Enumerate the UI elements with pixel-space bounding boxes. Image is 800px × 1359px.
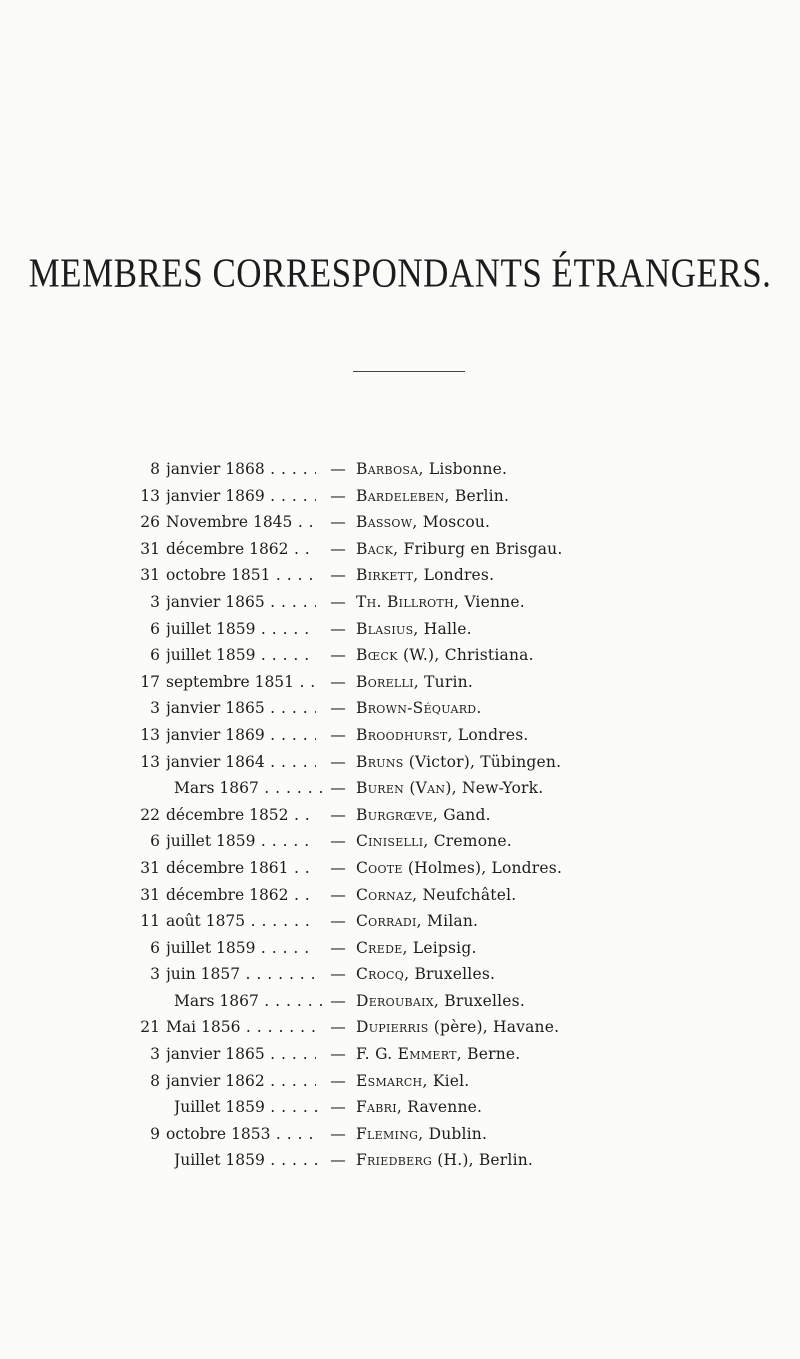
- member-surname: Buren (Van),: [356, 779, 457, 798]
- member-place: Berne.: [462, 1045, 521, 1064]
- entry-dash: —: [330, 1018, 346, 1037]
- entry-name: [356, 775, 543, 802]
- entry-dash: —: [330, 912, 346, 931]
- member-place: New-York.: [456, 779, 544, 798]
- list-item: [0, 1121, 800, 1148]
- list-item: [0, 908, 800, 935]
- entry-name: [356, 1147, 533, 1174]
- entry-name: [356, 483, 509, 510]
- entry-name: [356, 669, 473, 696]
- entry-dash: —: [330, 566, 346, 585]
- member-place: Leipsig.: [407, 938, 477, 957]
- entry-name: [356, 722, 529, 749]
- entry-date: décembre 1861 . . .: [166, 855, 316, 882]
- entry-name: [356, 988, 525, 1015]
- list-item: [0, 669, 800, 696]
- entry-date: octobre 1853 . . .: [166, 1121, 316, 1148]
- entry-date: janvier 1869 . . .: [166, 483, 316, 510]
- entry-date: juillet 1859 . . .: [166, 616, 316, 643]
- list-item: [0, 1014, 800, 1041]
- member-place: Londres.: [418, 566, 495, 585]
- entry-day: 26: [140, 513, 160, 532]
- entry-day: 6: [150, 646, 160, 665]
- entry-dash: —: [330, 699, 346, 718]
- member-place: (Victor), Tübingen.: [403, 752, 562, 771]
- list-item: [0, 589, 800, 616]
- list-item: [0, 616, 800, 643]
- member-surname: Cornaz,: [356, 885, 418, 904]
- entry-day: 8: [150, 1071, 160, 1090]
- entry-dash: —: [330, 1045, 346, 1064]
- entry-dash: —: [330, 1124, 346, 1143]
- entry-date: janvier 1862 . . .: [166, 1068, 316, 1095]
- entry-date: Juillet 1859 . . .: [174, 1094, 324, 1121]
- member-place: Kiel.: [427, 1071, 470, 1090]
- entry-dash: —: [330, 1071, 346, 1090]
- entry-dash: —: [330, 991, 346, 1010]
- member-place: Dublin.: [423, 1124, 488, 1143]
- member-place: Cremone.: [428, 832, 512, 851]
- member-place: Neufchâtel.: [417, 885, 517, 904]
- member-surname: Crocq,: [356, 965, 410, 984]
- list-item: [0, 642, 800, 669]
- entry-name: [356, 1068, 469, 1095]
- entry-dash: —: [330, 725, 346, 744]
- list-item: [0, 562, 800, 589]
- entry-date: octobre 1851 . . .: [166, 562, 316, 589]
- entry-dash: —: [330, 646, 346, 665]
- member-place: Turin.: [419, 672, 473, 691]
- entry-day: 6: [150, 619, 160, 638]
- entry-day: 13: [140, 486, 160, 505]
- entry-name: [356, 695, 482, 722]
- members-list: [0, 456, 800, 1174]
- entry-day: 13: [140, 725, 160, 744]
- member-place: Halle.: [418, 619, 472, 638]
- list-item: [0, 802, 800, 829]
- entry-dash: —: [330, 486, 346, 505]
- member-place: (Holmes), Londres.: [402, 858, 563, 877]
- entry-dash: —: [330, 619, 346, 638]
- member-place: Ravenne.: [402, 1098, 483, 1117]
- entry-name: [356, 589, 525, 616]
- member-surname: Birkett,: [356, 566, 419, 585]
- member-place: Friburg en Brisgau.: [398, 539, 563, 558]
- member-surname: Barbosa,: [356, 460, 424, 478]
- member-surname: Blasius,: [356, 619, 419, 638]
- entry-date: décembre 1862 . . .: [166, 882, 316, 909]
- member-place: (père), Havane.: [428, 1018, 560, 1037]
- entry-date: janvier 1865 . . .: [166, 695, 316, 722]
- entry-date: Mai 1856 . . .: [166, 1014, 316, 1041]
- entry-dash: —: [330, 1098, 346, 1117]
- entry-day: 17: [140, 672, 160, 691]
- entry-date: juillet 1859 . . .: [166, 935, 316, 962]
- member-place: Berlin.: [449, 486, 510, 505]
- member-surname: Borelli,: [356, 672, 420, 691]
- entry-name: [356, 802, 491, 829]
- member-surname: Coote: [356, 858, 403, 877]
- list-item: [0, 695, 800, 722]
- entry-dash: —: [330, 885, 346, 904]
- member-surname: Bardeleben,: [356, 486, 450, 505]
- entry-date: juillet 1859 . . .: [166, 828, 316, 855]
- member-surname: Dupierris: [356, 1018, 429, 1037]
- entry-name: [356, 1041, 520, 1068]
- page-title: MEMBRES CORRESPONDANTS ÉTRANGERS.: [28, 250, 772, 297]
- entry-name: [356, 855, 562, 882]
- entry-name: [356, 642, 534, 669]
- entry-dash: —: [330, 832, 346, 851]
- entry-date: janvier 1865 . . .: [166, 1041, 316, 1068]
- entry-name: [356, 1121, 487, 1148]
- entry-date: Juillet 1859 . . .: [174, 1147, 324, 1174]
- entry-name: [356, 1014, 559, 1041]
- member-surname: Corradi,: [356, 912, 422, 931]
- entry-date: décembre 1852 . . .: [166, 802, 316, 829]
- entry-name: [356, 509, 490, 536]
- entry-date: juin 1857 . . .: [166, 961, 316, 988]
- list-item: [0, 456, 800, 483]
- member-surname: Bassow,: [356, 513, 418, 532]
- member-place: Moscou.: [417, 513, 491, 532]
- entry-date: septembre 1851 . . .: [166, 669, 316, 696]
- entry-day: 31: [140, 885, 160, 904]
- entry-date: juillet 1859 . . .: [166, 642, 316, 669]
- entry-name: [356, 828, 512, 855]
- list-item: [0, 882, 800, 909]
- entry-day: 6: [150, 938, 160, 957]
- entry-dash: —: [330, 513, 346, 532]
- member-place: Milan.: [421, 912, 479, 931]
- list-item: [0, 1041, 800, 1068]
- entry-name: [356, 749, 561, 776]
- list-item: [0, 828, 800, 855]
- member-surname: F. G. Emmert,: [356, 1045, 463, 1064]
- list-item: [0, 1068, 800, 1095]
- entry-date: Mars 1867 . . .: [174, 775, 324, 802]
- member-place: Bruxelles.: [409, 965, 496, 984]
- entry-day: 21: [140, 1018, 160, 1037]
- entry-name: [356, 562, 494, 589]
- entry-day: 3: [150, 592, 160, 611]
- entry-dash: —: [330, 779, 346, 798]
- entry-date: Novembre 1845 . . .: [166, 509, 316, 536]
- entry-dash: —: [330, 1151, 346, 1170]
- entry-day: 6: [150, 832, 160, 851]
- title-divider: [353, 371, 465, 372]
- member-surname: Ciniselli,: [356, 832, 429, 851]
- member-place: Londres.: [452, 725, 529, 744]
- entry-day: 3: [150, 965, 160, 984]
- member-surname: Deroubaix,: [356, 991, 440, 1010]
- list-item: [0, 775, 800, 802]
- entry-dash: —: [330, 805, 346, 824]
- entry-name: [356, 536, 563, 563]
- entry-name: [356, 908, 478, 935]
- member-surname: Brown-Séquard.: [356, 699, 482, 718]
- list-item: [0, 509, 800, 536]
- list-item: [0, 988, 800, 1015]
- list-item: [0, 855, 800, 882]
- entry-date: Mars 1867 . . .: [174, 988, 324, 1015]
- member-surname: Fabri,: [356, 1098, 403, 1117]
- entry-day: 31: [140, 539, 160, 558]
- member-place: Christiana.: [439, 646, 534, 665]
- list-item: [0, 722, 800, 749]
- list-item: [0, 1094, 800, 1121]
- member-place: (H.), Berlin.: [432, 1151, 534, 1170]
- member-surname: Burgrœve,: [356, 805, 439, 824]
- entry-date: janvier 1865 . . .: [166, 589, 316, 616]
- entry-date: janvier 1868 . . .: [166, 456, 316, 483]
- entry-dash: —: [330, 858, 346, 877]
- list-item: [0, 961, 800, 988]
- member-surname: Bruns: [356, 752, 404, 771]
- member-place: Bruxelles.: [439, 991, 525, 1010]
- member-surname: Crede,: [356, 938, 408, 957]
- entry-day: 11: [140, 912, 160, 931]
- entry-dash: —: [330, 592, 346, 611]
- member-surname: Fleming,: [356, 1124, 424, 1143]
- list-item: [0, 749, 800, 776]
- entry-dash: —: [330, 672, 346, 691]
- entry-name: [356, 1094, 482, 1121]
- entry-dash: —: [330, 752, 346, 771]
- entry-day: 31: [140, 566, 160, 585]
- entry-date: janvier 1869 . . .: [166, 722, 316, 749]
- entry-day: 8: [150, 460, 160, 478]
- entry-dash: —: [330, 965, 346, 984]
- entry-dash: —: [330, 938, 346, 957]
- list-item: [0, 935, 800, 962]
- member-surname: Th. Billroth,: [356, 592, 460, 611]
- member-surname: Broodhurst,: [356, 725, 453, 744]
- entry-day: 9: [150, 1124, 160, 1143]
- entry-day: 31: [140, 858, 160, 877]
- entry-name: [356, 935, 477, 962]
- entry-name: [356, 882, 516, 909]
- entry-day: 13: [140, 752, 160, 771]
- list-item: [0, 1147, 800, 1174]
- entry-date: décembre 1862 . . .: [166, 536, 316, 563]
- member-surname: Friedberg: [356, 1151, 433, 1170]
- member-surname: Esmarch,: [356, 1071, 428, 1090]
- entry-name: [356, 456, 507, 483]
- entry-name: [356, 961, 495, 988]
- entry-date: janvier 1864 . . .: [166, 749, 316, 776]
- entry-day: 3: [150, 1045, 160, 1064]
- member-place: Lisbonne.: [423, 460, 508, 478]
- entry-dash: —: [330, 539, 346, 558]
- entry-day: 3: [150, 699, 160, 718]
- entry-dash: —: [330, 460, 346, 478]
- entry-date: août 1875 . . .: [166, 908, 316, 935]
- member-place: Vienne.: [459, 592, 525, 611]
- list-item: [0, 536, 800, 563]
- entry-name: [356, 616, 472, 643]
- entry-day: 22: [140, 805, 160, 824]
- member-place: Gand.: [438, 805, 491, 824]
- member-surname: Back,: [356, 539, 399, 558]
- list-item: [0, 483, 800, 510]
- member-surname: Bœck (W.),: [356, 646, 440, 665]
